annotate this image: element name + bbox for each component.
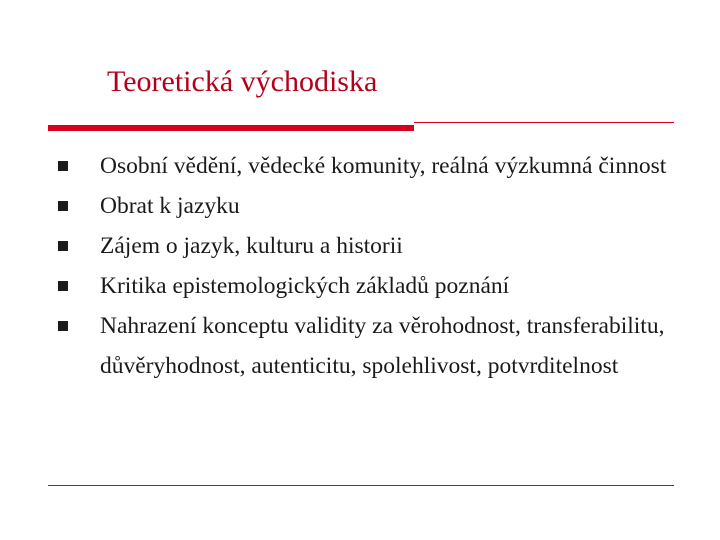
bullet-item <box>55 226 675 266</box>
square-bullet-icon <box>58 161 68 171</box>
title-underline-thick <box>48 125 414 131</box>
square-bullet-icon <box>58 241 68 251</box>
bullet-item <box>55 186 675 226</box>
slide-title: Teoretická východiska <box>107 65 378 98</box>
title-underline-thin <box>414 122 674 123</box>
bullet-text: Kritika epistemologických základů poznání <box>100 273 510 299</box>
square-bullet-icon <box>58 281 68 291</box>
bullet-text: Zájem o jazyk, kulturu a historii <box>100 233 403 259</box>
bullet-list <box>55 146 675 386</box>
bullet-item <box>55 146 675 186</box>
bullet-item <box>55 266 675 306</box>
bullet-text: Obrat k jazyku <box>100 193 240 219</box>
square-bullet-icon <box>58 321 68 331</box>
bullet-text: Nahrazení konceptu validity za věrohodnost, transferabilitu, důvěryhodnost, autenticitu, spolehlivost, potvrditelnost <box>100 313 665 379</box>
square-bullet-icon <box>58 201 68 211</box>
bullet-item <box>55 306 675 386</box>
bullet-text: Osobní vědění, vědecké komunity, reálná výzkumná činnost <box>100 153 667 179</box>
footer-rule <box>48 485 674 486</box>
